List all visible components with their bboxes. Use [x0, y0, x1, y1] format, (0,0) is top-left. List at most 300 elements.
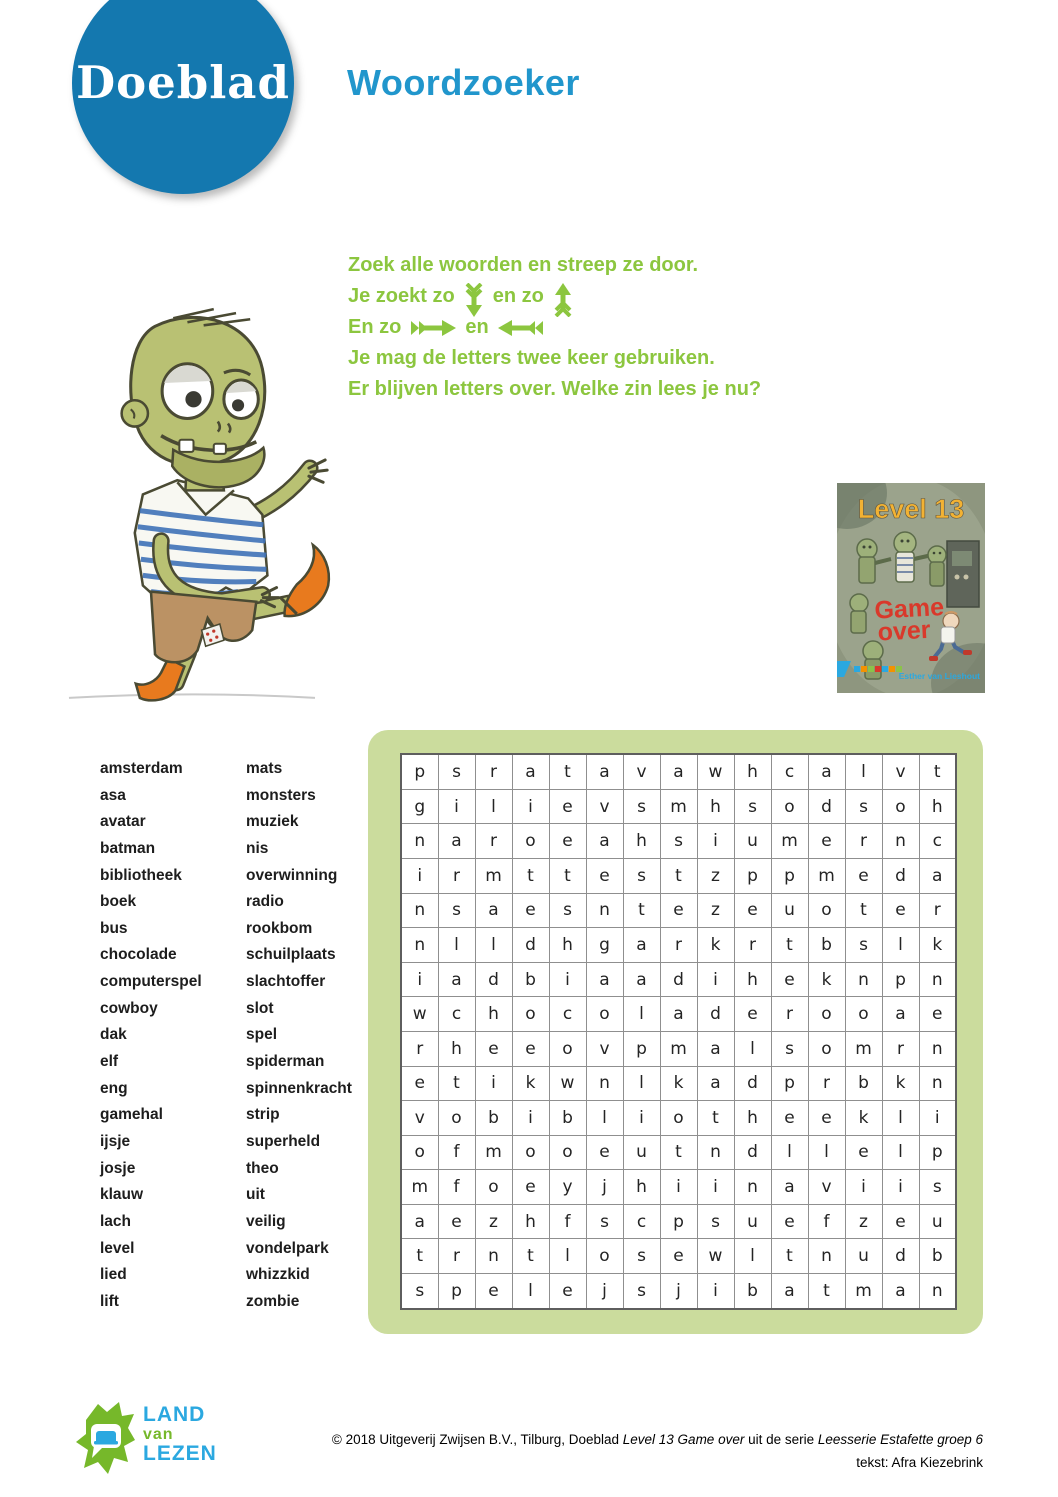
- grid-cell: h: [512, 1204, 549, 1239]
- grid-cell: r: [475, 824, 512, 859]
- grid-cell: l: [845, 754, 882, 789]
- grid-cell: u: [623, 1135, 660, 1170]
- grid-cell: a: [438, 824, 475, 859]
- word-item: boek: [100, 893, 137, 911]
- grid-cell: o: [401, 1135, 438, 1170]
- word-item: spinnenkracht: [246, 1079, 352, 1097]
- grid-cell: r: [808, 1066, 845, 1101]
- grid-cell: t: [697, 1101, 734, 1136]
- grid-cell: s: [845, 789, 882, 824]
- grid-cell: r: [438, 859, 475, 894]
- grid-cell: t: [401, 1239, 438, 1274]
- grid-cell: t: [771, 1239, 808, 1274]
- grid-cell: a: [919, 859, 956, 894]
- grid-cell: a: [586, 754, 623, 789]
- grid-cell: o: [586, 997, 623, 1032]
- grid-cell: t: [660, 1135, 697, 1170]
- grid-cell: e: [660, 893, 697, 928]
- grid-cell: a: [771, 1170, 808, 1205]
- word-item: cowboy: [100, 999, 158, 1017]
- land-van-lezen-wordmark: [143, 1404, 217, 1465]
- grid-cell: r: [845, 824, 882, 859]
- grid-cell: m: [845, 1031, 882, 1066]
- copyright-book-title: Level 13 Game over: [622, 1432, 745, 1447]
- grid-cell: g: [401, 789, 438, 824]
- grid-cell: i: [882, 1170, 919, 1205]
- grid-cell: v: [882, 754, 919, 789]
- grid-cell: u: [919, 1204, 956, 1239]
- grid-cell: l: [438, 928, 475, 963]
- grid-cell: g: [586, 928, 623, 963]
- grid-cell: i: [512, 789, 549, 824]
- grid-row: [401, 1031, 956, 1066]
- instruction-text: Je mag de letters twee keer gebruiken.: [348, 347, 715, 369]
- grid-row: [401, 1274, 956, 1310]
- grid-cell: p: [438, 1274, 475, 1310]
- grid-cell: h: [475, 997, 512, 1032]
- grid-cell: a: [512, 754, 549, 789]
- grid-cell: e: [771, 1204, 808, 1239]
- word-item: veilig: [246, 1212, 286, 1230]
- grid-cell: p: [660, 1204, 697, 1239]
- copyright-middle: uit de serie: [744, 1432, 818, 1447]
- grid-cell: n: [919, 1031, 956, 1066]
- grid-cell: w: [697, 754, 734, 789]
- grid-cell: s: [623, 859, 660, 894]
- grid-cell: o: [660, 1101, 697, 1136]
- grid-cell: h: [623, 824, 660, 859]
- grid-cell: m: [660, 1031, 697, 1066]
- word-item: muziek: [246, 813, 299, 831]
- grid-cell: i: [475, 1066, 512, 1101]
- grid-cell: v: [623, 754, 660, 789]
- grid-cell: d: [660, 962, 697, 997]
- grid-cell: e: [771, 1101, 808, 1136]
- grid-cell: p: [919, 1135, 956, 1170]
- grid-row: [401, 928, 956, 963]
- grid-cell: k: [512, 1066, 549, 1101]
- grid-cell: e: [845, 859, 882, 894]
- instructions-block: [348, 250, 761, 405]
- grid-cell: e: [882, 1204, 919, 1239]
- grid-cell: s: [623, 789, 660, 824]
- grid-cell: o: [808, 893, 845, 928]
- instruction-text: Er blijven letters over. Welke zin lees je nu?: [348, 378, 762, 400]
- grid-cell: i: [660, 1170, 697, 1205]
- grid-cell: l: [586, 1101, 623, 1136]
- grid-cell: r: [734, 928, 771, 963]
- grid-cell: d: [512, 928, 549, 963]
- grid-cell: t: [771, 928, 808, 963]
- word-item: zombie: [246, 1292, 300, 1310]
- grid-cell: s: [845, 928, 882, 963]
- grid-row: [401, 1170, 956, 1205]
- footer-copyright: [300, 1428, 983, 1474]
- grid-table: [400, 753, 957, 1310]
- word-item: batman: [100, 839, 156, 857]
- grid-cell: n: [919, 1066, 956, 1101]
- grid-cell: l: [623, 997, 660, 1032]
- grid-cell: l: [512, 1274, 549, 1310]
- grid-cell: c: [919, 824, 956, 859]
- grid-cell: t: [549, 859, 586, 894]
- grid-cell: o: [808, 1031, 845, 1066]
- grid-cell: j: [660, 1274, 697, 1310]
- word-item: ijsje: [100, 1132, 131, 1150]
- grid-cell: o: [586, 1239, 623, 1274]
- grid-cell: b: [919, 1239, 956, 1274]
- arrow-up-icon: [553, 283, 573, 317]
- grid-cell: k: [845, 1101, 882, 1136]
- grid-cell: s: [438, 754, 475, 789]
- instruction-line-5: [348, 374, 761, 405]
- grid-cell: l: [475, 789, 512, 824]
- grid-cell: l: [882, 928, 919, 963]
- cover-subtitle-1: Game: [873, 593, 945, 625]
- grid-cell: j: [586, 1274, 623, 1310]
- instruction-text: en: [465, 316, 489, 338]
- grid-cell: l: [771, 1135, 808, 1170]
- grid-cell: a: [697, 1066, 734, 1101]
- grid-cell: p: [734, 859, 771, 894]
- grid-cell: n: [475, 1239, 512, 1274]
- grid-cell: m: [771, 824, 808, 859]
- grid-cell: c: [623, 1204, 660, 1239]
- grid-cell: m: [401, 1170, 438, 1205]
- word-item: overwinning: [246, 866, 338, 884]
- grid-cell: t: [438, 1066, 475, 1101]
- instruction-line-1: [348, 250, 761, 281]
- grid-row: [401, 859, 956, 894]
- word-item: lift: [100, 1292, 119, 1310]
- word-item: superheld: [246, 1132, 321, 1150]
- grid-cell: a: [623, 962, 660, 997]
- grid-cell: t: [845, 893, 882, 928]
- grid-cell: n: [401, 928, 438, 963]
- grid-cell: u: [845, 1239, 882, 1274]
- grid-cell: w: [697, 1239, 734, 1274]
- grid-cell: k: [919, 928, 956, 963]
- copyright-line: [300, 1428, 983, 1451]
- grid-cell: t: [549, 754, 586, 789]
- word-item: vondelpark: [246, 1239, 329, 1257]
- word-item: elf: [100, 1053, 119, 1071]
- grid-cell: n: [697, 1135, 734, 1170]
- word-item: whizzkid: [246, 1266, 310, 1284]
- word-item: mats: [246, 760, 283, 777]
- grid-cell: r: [660, 928, 697, 963]
- word-item: level: [100, 1239, 135, 1257]
- word-item: slachtoffer: [246, 973, 326, 991]
- grid-cell: t: [512, 1239, 549, 1274]
- word-item: bus: [100, 919, 128, 937]
- grid-cell: z: [697, 859, 734, 894]
- page-title: Woordzoeker: [347, 62, 580, 103]
- word-item: spiderman: [246, 1053, 325, 1071]
- grid-cell: i: [438, 789, 475, 824]
- grid-cell: h: [734, 754, 771, 789]
- grid-cell: e: [586, 859, 623, 894]
- grid-cell: i: [919, 1101, 956, 1136]
- grid-cell: j: [586, 1170, 623, 1205]
- grid-cell: s: [919, 1170, 956, 1205]
- logo-line-1: LAND: [143, 1403, 206, 1426]
- book-cover-image: [837, 483, 985, 693]
- grid-cell: e: [845, 1135, 882, 1170]
- grid-row: [401, 824, 956, 859]
- copyright-series: Leesserie Estafette groep 6: [817, 1432, 983, 1447]
- grid-cell: a: [882, 1274, 919, 1310]
- grid-cell: n: [808, 1239, 845, 1274]
- arrow-down-icon: [464, 283, 484, 317]
- word-item: gamehal: [100, 1106, 163, 1124]
- grid-cell: r: [771, 997, 808, 1032]
- grid-row: [401, 997, 956, 1032]
- grid-cell: b: [475, 1101, 512, 1136]
- grid-cell: o: [549, 1135, 586, 1170]
- grid-cell: s: [660, 824, 697, 859]
- grid-cell: n: [845, 962, 882, 997]
- grid-cell: n: [401, 893, 438, 928]
- instruction-line-2: [348, 281, 761, 312]
- word-item: josje: [100, 1159, 136, 1177]
- grid-cell: p: [771, 859, 808, 894]
- word-item: bibliotheek: [100, 866, 182, 884]
- grid-cell: t: [512, 859, 549, 894]
- grid-cell: e: [808, 1101, 845, 1136]
- grid-cell: w: [401, 997, 438, 1032]
- grid-cell: c: [438, 997, 475, 1032]
- grid-cell: r: [882, 1031, 919, 1066]
- grid-cell: b: [808, 928, 845, 963]
- grid-cell: i: [697, 1170, 734, 1205]
- grid-cell: i: [697, 824, 734, 859]
- instruction-text: en zo: [492, 285, 544, 307]
- grid-cell: a: [623, 928, 660, 963]
- grid-cell: h: [919, 789, 956, 824]
- grid-cell: i: [697, 962, 734, 997]
- grid-cell: o: [438, 1101, 475, 1136]
- grid-row: [401, 1135, 956, 1170]
- grid-cell: s: [697, 1204, 734, 1239]
- cover-author: Esther van Lieshout: [898, 671, 980, 681]
- grid-cell: a: [882, 997, 919, 1032]
- grid-cell: o: [808, 997, 845, 1032]
- grid-cell: b: [845, 1066, 882, 1101]
- grid-cell: a: [438, 962, 475, 997]
- grid-cell: n: [882, 824, 919, 859]
- grid-cell: a: [771, 1274, 808, 1310]
- instruction-text: Je zoekt zo: [348, 285, 455, 307]
- land-van-lezen-icon: [74, 1398, 136, 1480]
- grid-cell: m: [475, 859, 512, 894]
- word-item: klauw: [100, 1186, 144, 1204]
- instruction-line-3: [348, 312, 761, 343]
- grid-cell: s: [623, 1239, 660, 1274]
- word-item: avatar: [100, 813, 146, 831]
- word-item: lied: [100, 1266, 127, 1284]
- grid-cell: h: [549, 928, 586, 963]
- grid-cell: h: [734, 1101, 771, 1136]
- credit-line: tekst: Afra Kiezebrink: [856, 1455, 983, 1470]
- grid-cell: h: [734, 962, 771, 997]
- grid-cell: z: [697, 893, 734, 928]
- grid-cell: h: [623, 1170, 660, 1205]
- grid-cell: i: [401, 859, 438, 894]
- grid-cell: y: [549, 1170, 586, 1205]
- grid-row: [401, 1239, 956, 1274]
- word-item: eng: [100, 1079, 128, 1097]
- word-item: lach: [100, 1212, 132, 1230]
- grid-cell: b: [549, 1101, 586, 1136]
- grid-cell: d: [734, 1066, 771, 1101]
- grid-cell: e: [660, 1239, 697, 1274]
- grid-cell: a: [808, 754, 845, 789]
- word-list-col1: [100, 756, 246, 1315]
- grid-cell: h: [697, 789, 734, 824]
- grid-cell: d: [808, 789, 845, 824]
- grid-cell: e: [475, 1031, 512, 1066]
- grid-cell: v: [808, 1170, 845, 1205]
- word-item: strip: [246, 1106, 280, 1124]
- grid-cell: r: [475, 754, 512, 789]
- grid-cell: c: [771, 754, 808, 789]
- word-item: chocolade: [100, 946, 177, 964]
- grid-row: [401, 893, 956, 928]
- grid-cell: n: [734, 1170, 771, 1205]
- grid-cell: e: [919, 997, 956, 1032]
- grid-cell: v: [586, 1031, 623, 1066]
- logo-line-2: van: [143, 1426, 174, 1443]
- publisher-logo-squares: [854, 666, 902, 672]
- grid-cell: f: [438, 1135, 475, 1170]
- grid-cell: c: [549, 997, 586, 1032]
- word-item: monsters: [246, 786, 316, 804]
- grid-cell: s: [623, 1274, 660, 1310]
- grid-cell: d: [882, 859, 919, 894]
- cover-subtitle-2: over: [876, 615, 932, 647]
- grid-cell: a: [401, 1204, 438, 1239]
- grid-cell: t: [808, 1274, 845, 1310]
- grid-cell: e: [549, 1274, 586, 1310]
- grid-cell: m: [808, 859, 845, 894]
- grid-cell: w: [549, 1066, 586, 1101]
- grid-cell: o: [882, 789, 919, 824]
- grid-cell: l: [475, 928, 512, 963]
- grid-cell: b: [512, 962, 549, 997]
- grid-cell: n: [586, 1066, 623, 1101]
- grid-cell: e: [734, 893, 771, 928]
- logo-line-3: LEZEN: [143, 1442, 217, 1465]
- grid-cell: t: [623, 893, 660, 928]
- grid-cell: a: [697, 1031, 734, 1066]
- grid-cell: p: [771, 1066, 808, 1101]
- grid-cell: d: [697, 997, 734, 1032]
- grid-cell: n: [919, 962, 956, 997]
- word-item: amsterdam: [100, 760, 183, 777]
- arrow-left-icon: [498, 319, 544, 337]
- arrow-right-icon: [410, 319, 456, 337]
- grid-cell: f: [438, 1170, 475, 1205]
- grid-cell: k: [660, 1066, 697, 1101]
- grid-cell: i: [549, 962, 586, 997]
- grid-cell: u: [734, 1204, 771, 1239]
- grid-row: [401, 754, 956, 789]
- grid-cell: k: [882, 1066, 919, 1101]
- grid-cell: d: [882, 1239, 919, 1274]
- grid-cell: o: [549, 1031, 586, 1066]
- grid-row: [401, 1066, 956, 1101]
- grid-cell: n: [586, 893, 623, 928]
- grid-row: [401, 962, 956, 997]
- word-item: nis: [246, 839, 269, 857]
- word-item: radio: [246, 893, 284, 911]
- grid-cell: e: [549, 824, 586, 859]
- grid-row: [401, 789, 956, 824]
- grid-cell: s: [401, 1274, 438, 1310]
- grid-cell: a: [586, 824, 623, 859]
- grid-cell: s: [438, 893, 475, 928]
- grid-cell: l: [549, 1239, 586, 1274]
- word-item: spel: [246, 1026, 278, 1044]
- grid-cell: o: [512, 824, 549, 859]
- grid-cell: i: [845, 1170, 882, 1205]
- doeblad-badge-label: Doeblad: [76, 56, 290, 109]
- grid-cell: o: [512, 997, 549, 1032]
- word-item: asa: [100, 786, 126, 804]
- grid-cell: e: [734, 997, 771, 1032]
- grid-cell: a: [586, 962, 623, 997]
- copyright-prefix: © 2018 Uitgeverij Zwijsen B.V., Tilburg, Doeblad: [331, 1432, 623, 1447]
- grid-cell: s: [586, 1204, 623, 1239]
- cover-title: Level 13: [857, 494, 965, 524]
- grid-cell: e: [401, 1066, 438, 1101]
- grid-cell: z: [475, 1204, 512, 1239]
- grid-cell: p: [882, 962, 919, 997]
- word-item: slot: [246, 999, 274, 1017]
- grid-cell: d: [734, 1135, 771, 1170]
- grid-cell: k: [808, 962, 845, 997]
- grid-cell: f: [808, 1204, 845, 1239]
- grid-cell: i: [697, 1274, 734, 1310]
- grid-cell: r: [401, 1031, 438, 1066]
- grid-cell: f: [549, 1204, 586, 1239]
- grid-cell: z: [845, 1204, 882, 1239]
- grid-cell: o: [512, 1135, 549, 1170]
- word-item: uit: [246, 1186, 265, 1204]
- grid-cell: o: [475, 1170, 512, 1205]
- grid-cell: l: [882, 1135, 919, 1170]
- grid-cell: n: [919, 1274, 956, 1310]
- word-item: theo: [246, 1159, 279, 1177]
- grid-cell: o: [771, 789, 808, 824]
- word-item: schuilplaats: [246, 946, 336, 964]
- grid-cell: v: [586, 789, 623, 824]
- grid-cell: e: [882, 893, 919, 928]
- word-item: dak: [100, 1026, 127, 1044]
- grid-cell: a: [660, 997, 697, 1032]
- grid-cell: e: [549, 789, 586, 824]
- grid-cell: s: [549, 893, 586, 928]
- grid-cell: l: [623, 1066, 660, 1101]
- grid-cell: d: [475, 962, 512, 997]
- grid-cell: r: [438, 1239, 475, 1274]
- grid-cell: a: [660, 754, 697, 789]
- grid-cell: m: [660, 789, 697, 824]
- grid-cell: m: [475, 1135, 512, 1170]
- word-item: computerspel: [100, 973, 202, 991]
- grid-cell: p: [401, 754, 438, 789]
